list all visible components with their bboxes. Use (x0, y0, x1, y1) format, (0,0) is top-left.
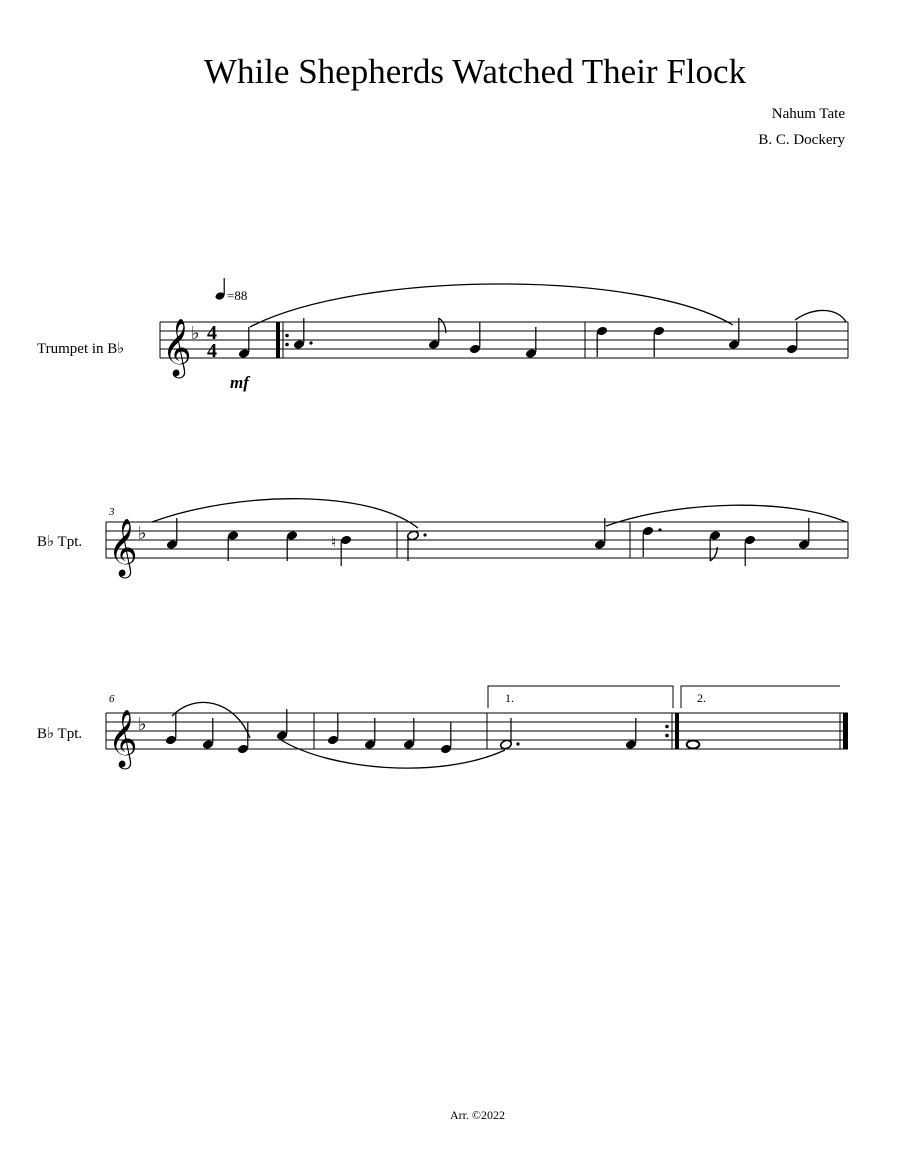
note (340, 535, 352, 566)
note (594, 518, 606, 550)
note (596, 326, 608, 357)
note (202, 718, 214, 750)
note (166, 518, 178, 550)
copyright-footer: Arr. ©2022 (449, 1108, 506, 1122)
note (687, 741, 700, 749)
flat-key-signature-icon: ♭ (138, 523, 147, 544)
note (525, 327, 537, 359)
arranger-credit: B. C. Dockery (758, 132, 845, 148)
instrument-short-name: B♭ Tpt. (37, 534, 83, 550)
staff-3 (106, 713, 848, 749)
measure-number: 3 (109, 506, 115, 518)
note (276, 709, 288, 741)
note (642, 526, 662, 557)
note (744, 535, 756, 566)
system-3 (37, 686, 848, 770)
flat-key-signature-icon: ♭ (191, 323, 200, 344)
natural-accidental-icon: ♮ (331, 533, 337, 551)
note (165, 713, 177, 745)
note (653, 326, 665, 357)
note (293, 318, 313, 350)
note (500, 718, 520, 750)
note (238, 327, 250, 359)
score-title: While Shepherds Watched Their Flock (203, 52, 747, 91)
note (469, 322, 481, 354)
system-1 (37, 278, 848, 392)
first-ending-bracket (488, 686, 673, 708)
tie (795, 310, 846, 322)
slur (250, 284, 733, 327)
note (625, 718, 637, 750)
system-2 (37, 499, 848, 579)
slur (172, 702, 250, 738)
note (237, 722, 249, 754)
note (440, 722, 452, 754)
note (227, 530, 239, 561)
note (428, 318, 446, 350)
lyricist-credit: Nahum Tate (771, 106, 845, 122)
staff-2 (106, 522, 848, 558)
note (407, 530, 427, 561)
second-ending-bracket (681, 686, 840, 708)
note (364, 718, 376, 750)
note (798, 518, 810, 550)
staff-1 (160, 322, 848, 358)
note (403, 718, 415, 750)
instrument-name: Trumpet in B♭ (37, 341, 125, 357)
flat-key-signature-icon: ♭ (138, 714, 147, 735)
time-signature-top: 4 (207, 322, 217, 344)
instrument-short-name: B♭ Tpt. (37, 726, 83, 742)
note (286, 530, 298, 561)
tempo-value: =88 (227, 288, 248, 303)
note (709, 530, 721, 561)
time-signature-bottom: 4 (207, 340, 217, 362)
treble-clef-icon: 𝄞 (108, 518, 138, 576)
second-ending-label: 2. (697, 691, 706, 705)
note (786, 322, 798, 354)
dynamic-marking: mf (230, 373, 249, 392)
treble-clef-icon: 𝄞 (108, 709, 138, 767)
slur (152, 499, 418, 528)
first-ending-label: 1. (505, 691, 514, 705)
tempo-marking (215, 278, 248, 303)
note (327, 713, 339, 745)
slur (281, 740, 505, 768)
slur (606, 505, 846, 526)
measure-number: 6 (109, 693, 115, 705)
treble-clef-icon: 𝄞 (162, 318, 192, 376)
